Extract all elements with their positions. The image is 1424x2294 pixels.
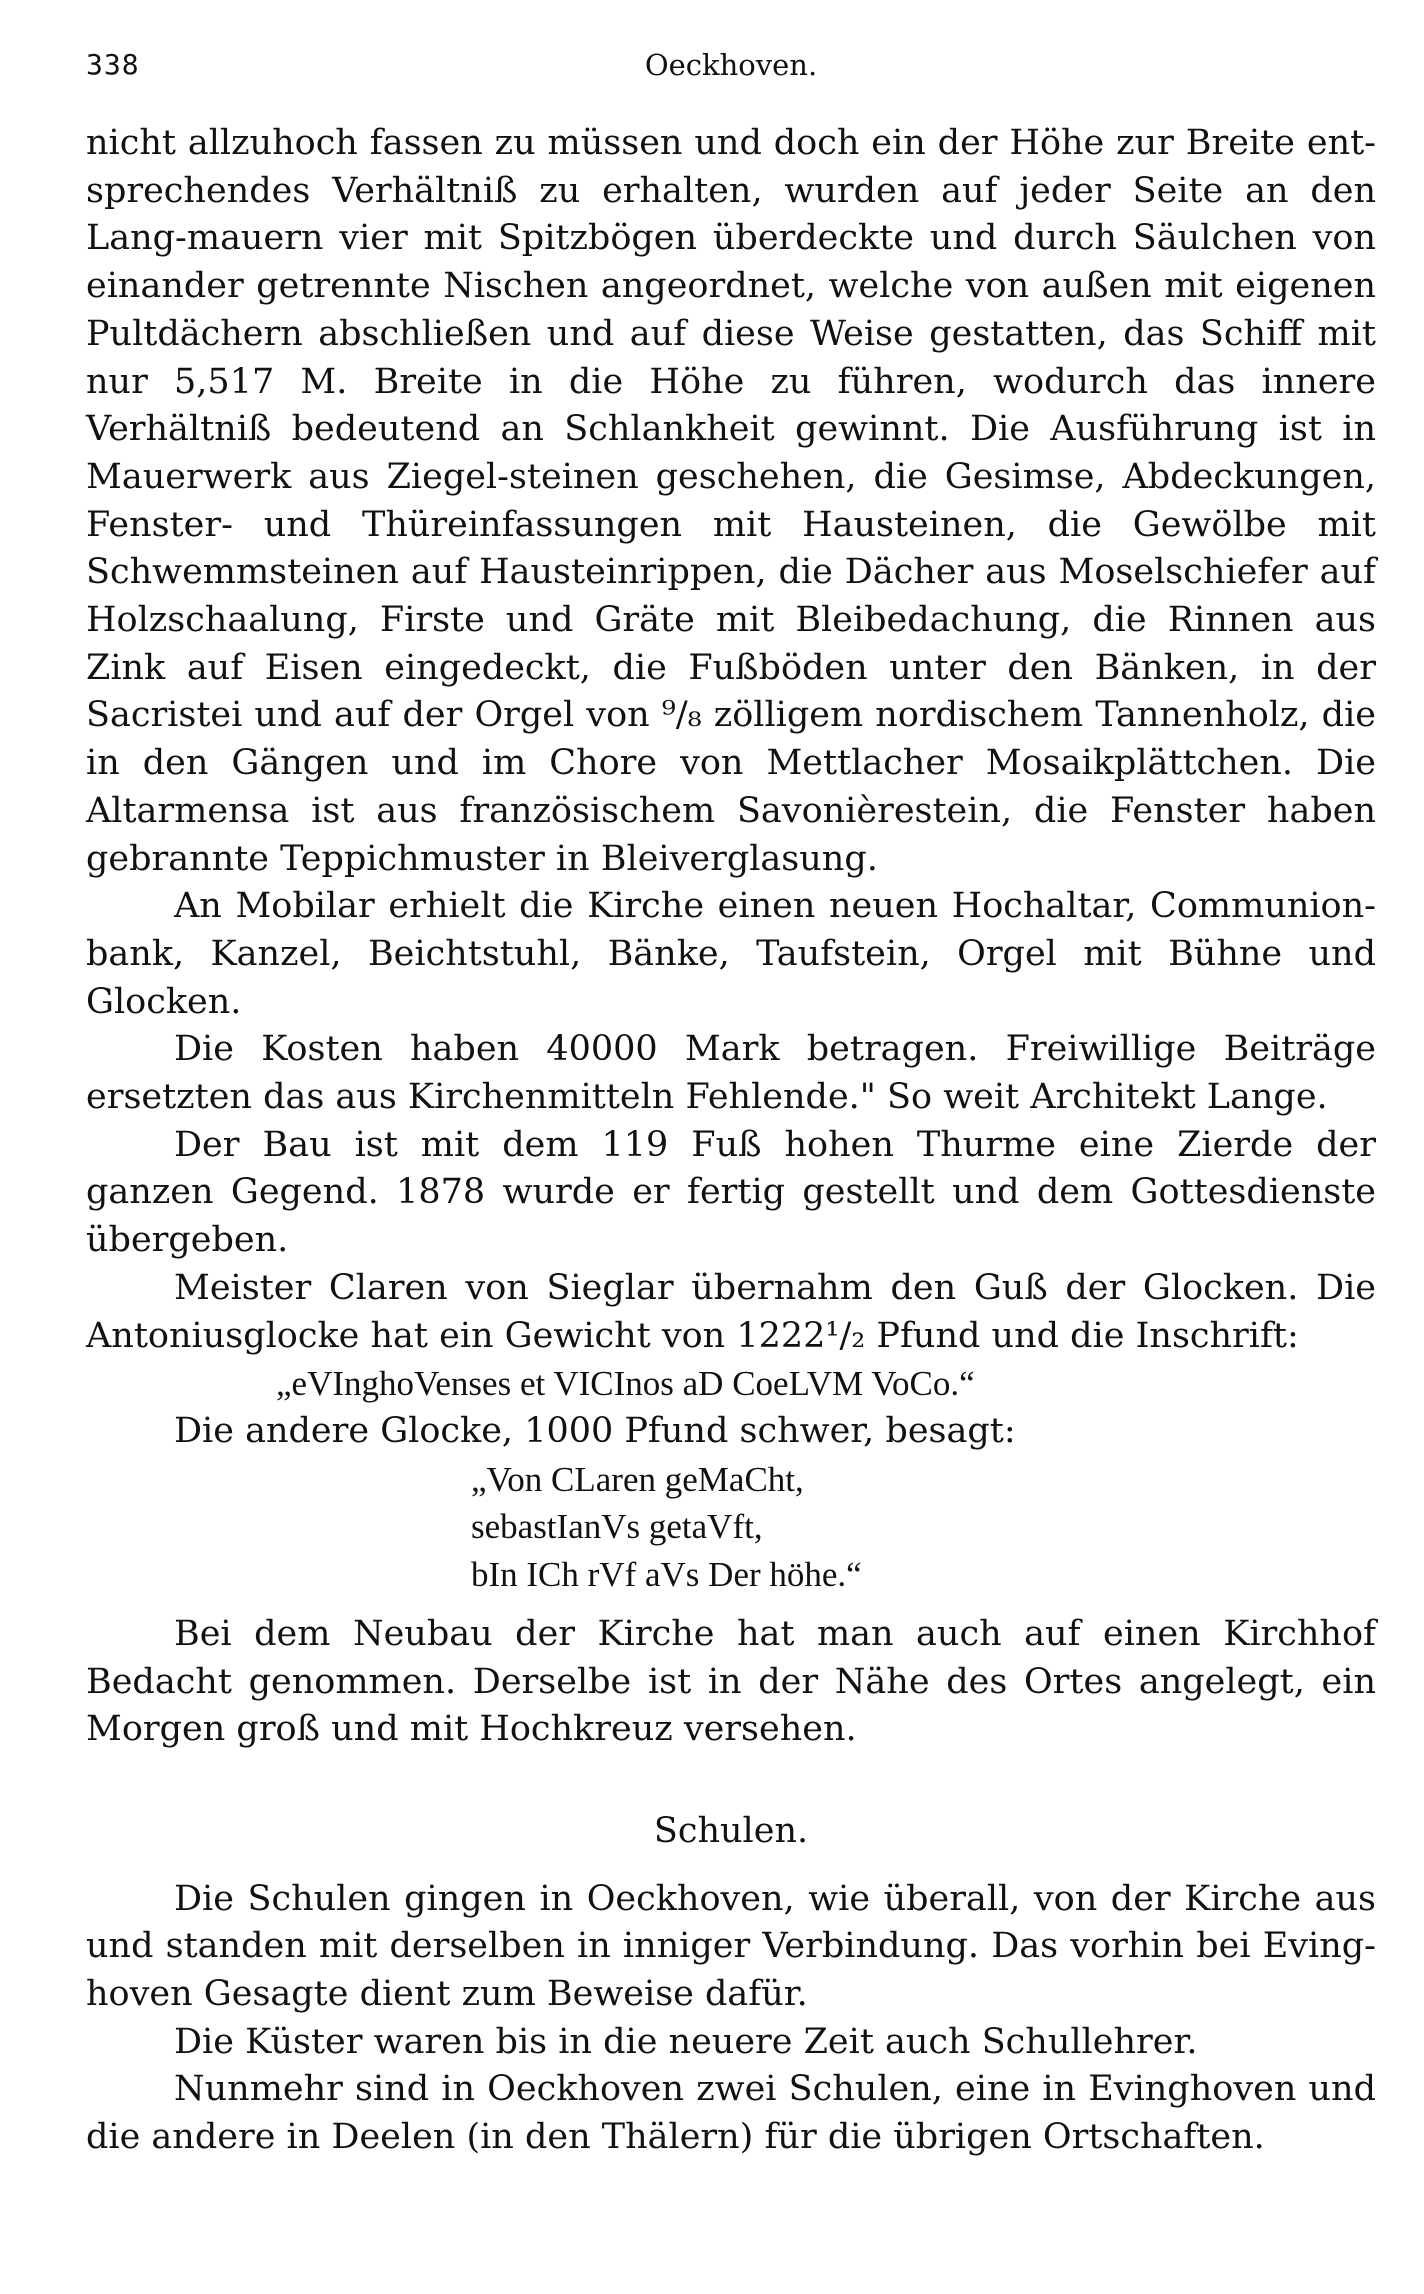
paragraph-furnishings: An Mobilar erhielt die Kirche einen neuen Hochaltar, Communion-bank, Kanzel, Beichtstuhl, Bänke, Taufstein, Orgel mit Bühne und Glocken. — [86, 886, 1376, 1022]
paragraph-cemetery: Bei dem Neubau der Kirche hat man auch auf einen Kirchhof Bedacht genommen. Derselbe ist in der Nähe des Ortes angelegt, ein Morgen groß und mit Hochkreuz versehen. — [86, 1613, 1376, 1750]
bell-inscription-antonius: „eVInghoVenses et VICInos aD CoeLVM VoCo.“ — [276, 1364, 975, 1404]
paragraph-costs: Die Kosten haben 40000 Mark betragen. Freiwillige Beiträge ersetzten das aus Kirchenmitteln Fehlende." So weit Architekt Lange. — [86, 1029, 1376, 1118]
paragraph-current-schools: Nunmehr sind in Oeckhoven zwei Schulen, eine in Evinghoven und die andere in Deelen (in den Thälern) für die übrigen Ortschaften. — [86, 2069, 1376, 2158]
body-text — [86, 120, 1376, 2162]
paragraph-tower: Der Bau ist mit dem 119 Fuß hohen Thurme eine Zierde der ganzen Gegend. 1878 wurde er fertig gestellt und dem Gottesdienste übergeben. — [86, 1124, 1376, 1261]
book-page — [86, 48, 1376, 2268]
running-title: Oeckhoven. — [644, 48, 818, 82]
paragraph-sextons: Die Küster waren bis in die neuere Zeit auch Schullehrer. — [174, 2021, 1198, 2062]
verse-line-3: bIn ICh rVf aVs Der höhe.“ — [471, 1555, 862, 1595]
section-heading-schools: Schulen. — [653, 1810, 809, 1851]
paragraph-architecture-details: nicht allzuhoch fassen zu müssen und doch ein der Höhe zur Breite ent-sprechendes Verhältniß zu erhalten, wurden auf jeder Seite an den Lang-mauern vier mit Spitzbögen überdeckte und durch Säulchen von einander getrennte Nischen angeordnet, welche von außen mit eigenen Pultdächern abschließen und auf diese Weise gestatten, das Schiff mit nur 5,517 M. Breite in die Höhe zu führen, wodurch das innere Verhältniß bedeutend an Schlankheit gewinnt. Die Ausführung ist in Mauerwerk aus Ziegel-steinen geschehen, die Gesimse, Abdeckungen, Fenster- und Thüreinfassungen mit Hausteinen, die Gewölbe mit Schwemmsteinen auf Hausteinrippen, die Dächer aus Moselschiefer auf Holzschaalung, Firste und Gräte mit Bleibedachung, die Rinnen aus Zink auf Eisen eingedeckt, die Fußböden unter den Bänken, in der Sacristei und auf der Orgel von ⁹/₈ zölligem nordischem Tannenholz, die in den Gängen und im Chore von Mettlacher Mosaikplättchen. Die Altarmensa ist aus französischem Savonièrestein, die Fenster haben gebrannte Teppichmuster in Bleiverglasung. — [86, 123, 1376, 879]
running-head — [86, 48, 1376, 106]
paragraph-schools-origin: Die Schulen gingen in Oeckhoven, wie überall, von der Kirche aus und standen mit derselben in inniger Verbindung. Das vorhin bei Eving-hoven Gesagte dient zum Beweise dafür. — [86, 1878, 1376, 2015]
verse-line-1: „Von CLaren geMaCht, — [471, 1459, 804, 1499]
bell-verse — [86, 1456, 1376, 1599]
spacer — [86, 1599, 1376, 1611]
paragraph-bells: Meister Claren von Sieglar übernahm den Guß der Glocken. Die Antoniusglocke hat ein Gewicht von 1222¹/₂ Pfund und die Inschrift: — [86, 1267, 1376, 1356]
paragraph-second-bell: Die andere Glocke, 1000 Pfund schwer, besagt: — [174, 1410, 1016, 1451]
verse-line-2: sebastIanVs getaVft, — [471, 1507, 763, 1547]
page-number: 338 — [86, 48, 140, 81]
